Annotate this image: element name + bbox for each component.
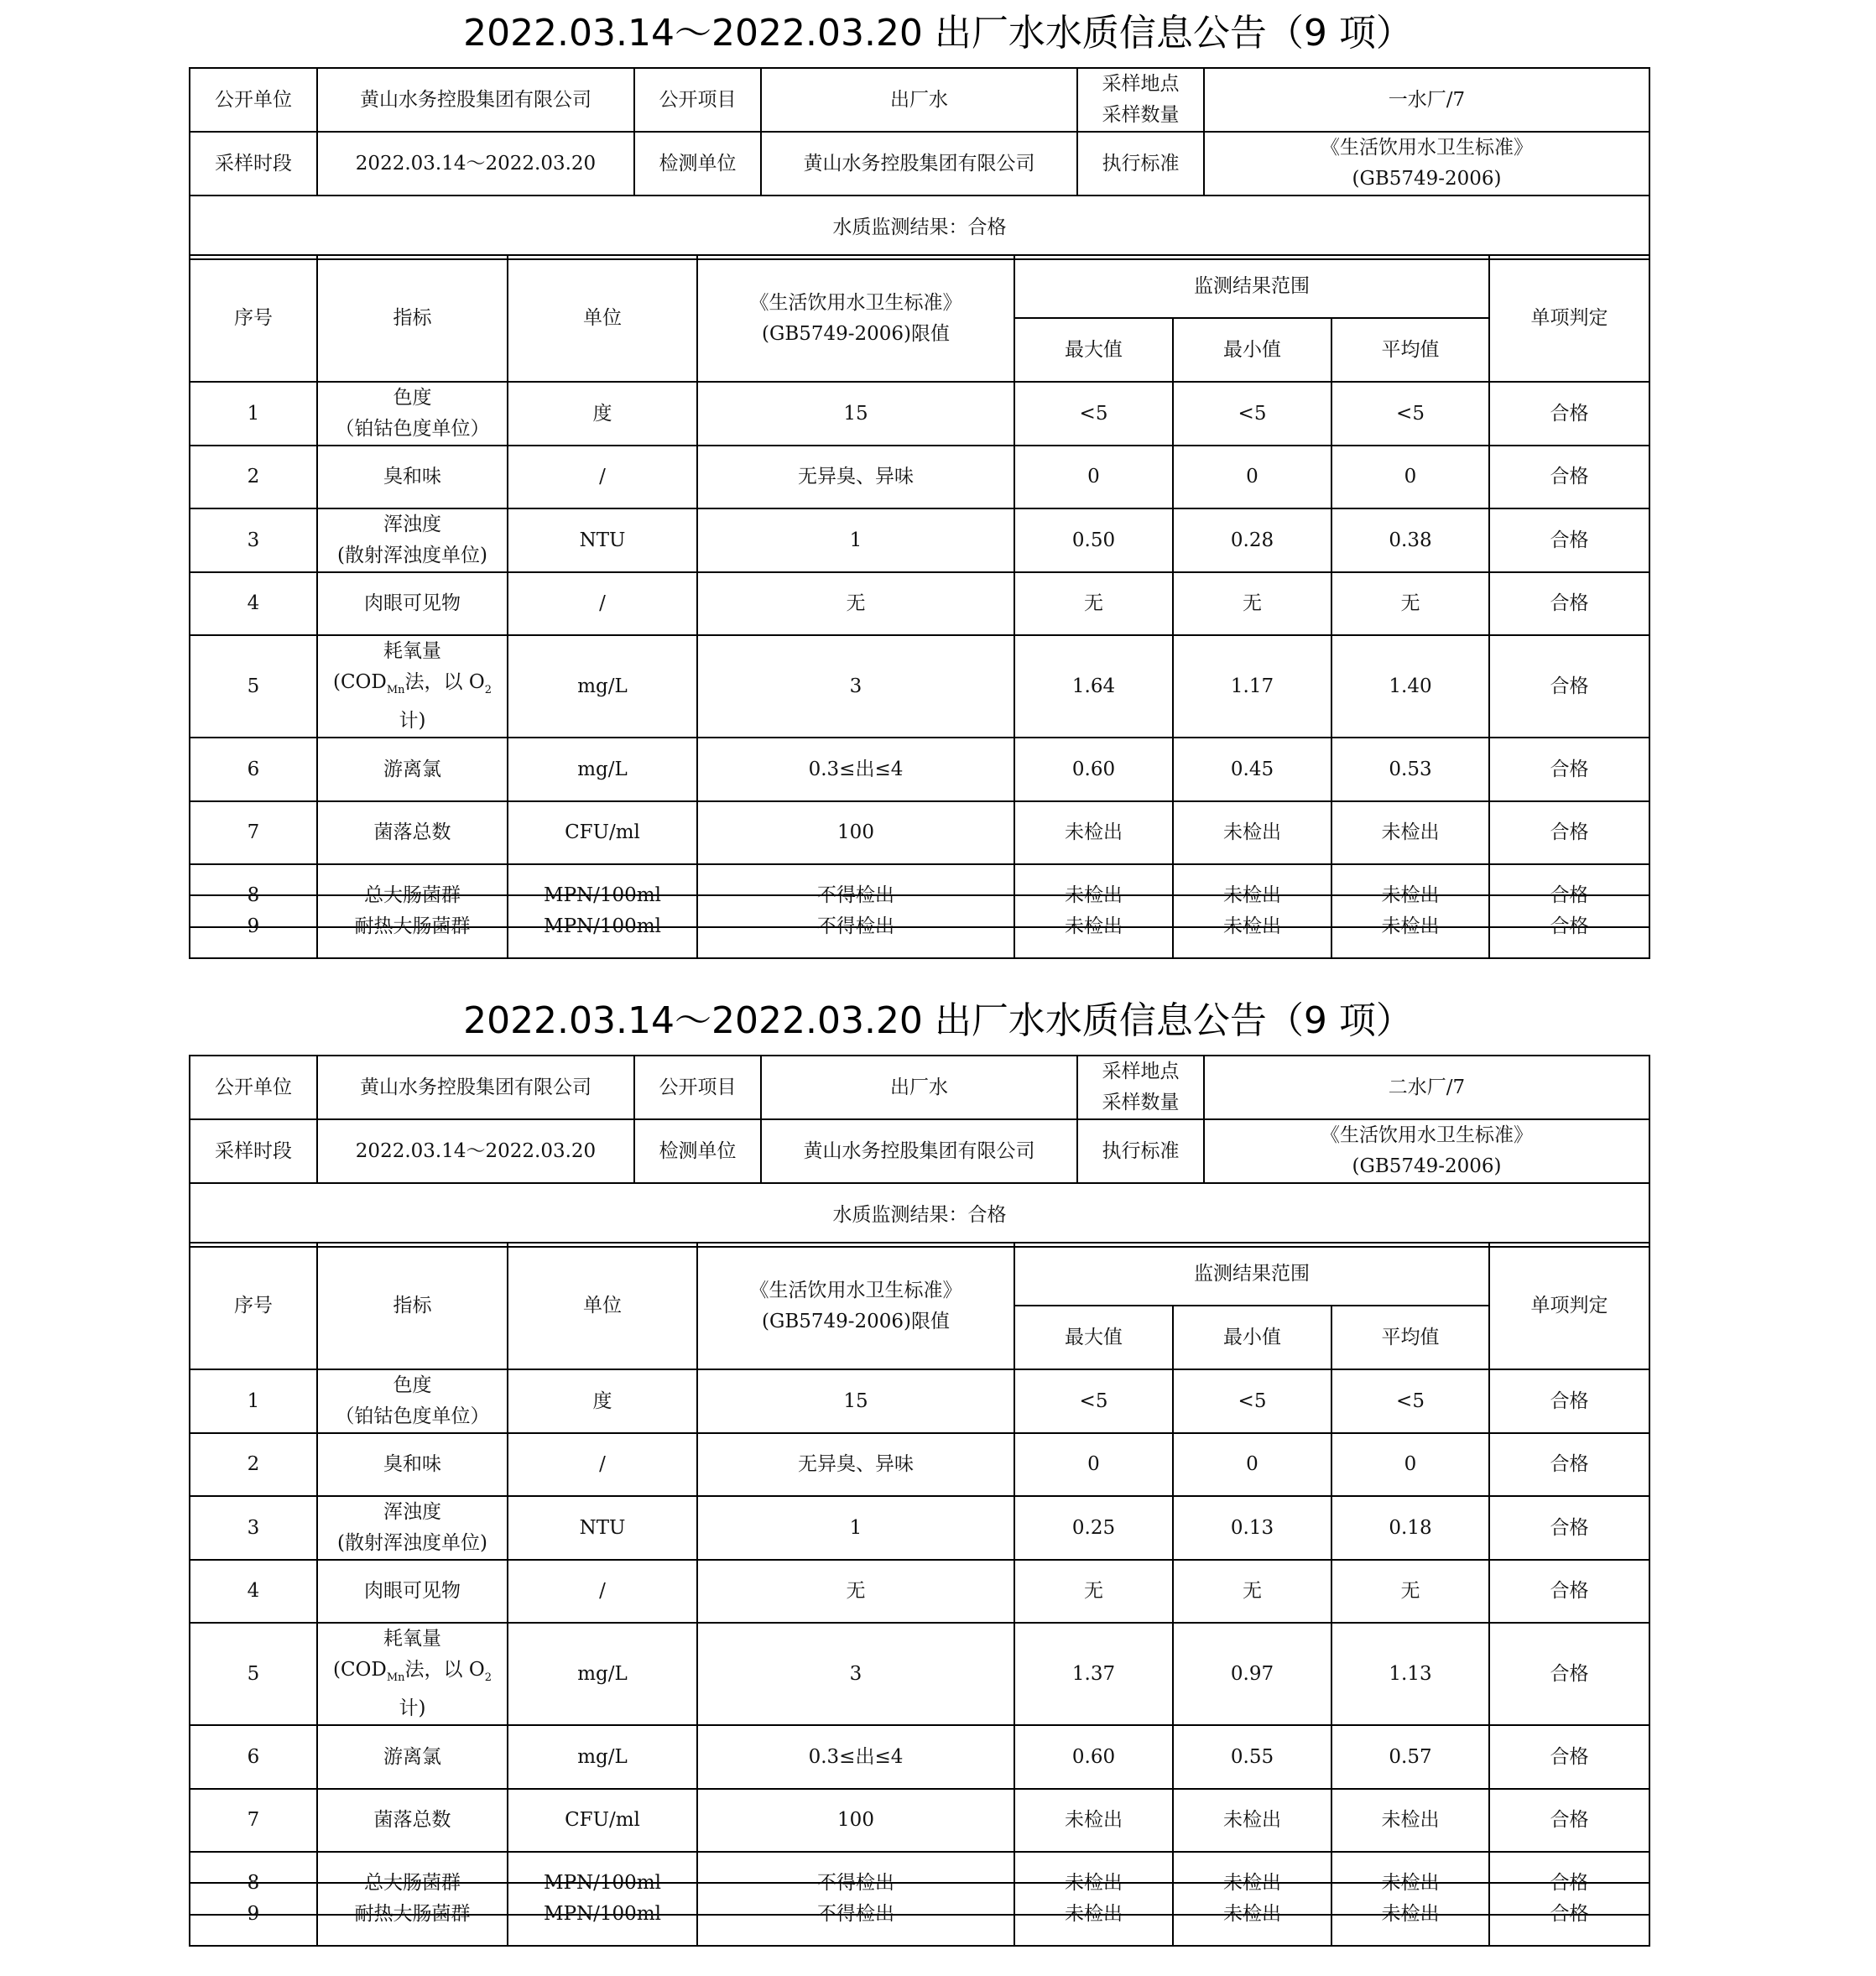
verdict-cell: 合格 — [1489, 738, 1649, 801]
site-label-2: 采样数量 — [1102, 104, 1180, 126]
index-cell: 9 — [190, 1883, 317, 1946]
verdict-cell: 合格 — [1489, 1852, 1649, 1915]
indicator-cell — [317, 1725, 508, 1789]
note-subscript: Mn — [386, 684, 405, 696]
limit-cell: 3 — [697, 1623, 1014, 1725]
index-cell: 3 — [190, 508, 317, 572]
item-value: 出厂水 — [761, 68, 1077, 132]
limit-cell: 无异臭、异味 — [697, 1433, 1014, 1496]
table-row — [190, 1433, 1649, 1496]
indicator-cell — [317, 382, 508, 446]
header-limit-line2: (GB5749-2006)限值 — [761, 322, 951, 345]
min-cell: <5 — [1173, 1369, 1331, 1433]
verdict-cell: 合格 — [1489, 1496, 1649, 1560]
verdict-cell: 合格 — [1489, 508, 1649, 572]
results-table-last-row — [189, 894, 1650, 959]
limit-cell: 0.3≤出≤4 — [697, 1725, 1014, 1789]
index-cell: 1 — [190, 382, 317, 446]
verdict-cell: 合格 — [1489, 446, 1649, 508]
unit-cell: 度 — [508, 1369, 697, 1433]
indicator-name: 臭和味 — [383, 466, 441, 487]
avg-cell: 未检出 — [1331, 801, 1489, 864]
min-cell: 未检出 — [1173, 895, 1331, 958]
limit-cell: 0.3≤出≤4 — [697, 738, 1014, 801]
verdict-cell: 合格 — [1489, 1623, 1649, 1725]
header-avg: 平均值 — [1331, 318, 1489, 382]
standard-label: 执行标准 — [1077, 132, 1204, 196]
max-cell: 无 — [1014, 1560, 1173, 1623]
max-cell: 1.37 — [1014, 1623, 1173, 1725]
site-label — [1077, 1056, 1204, 1119]
indicator-note: （铂钴色度单位） — [335, 1405, 490, 1427]
index-cell: 6 — [190, 1725, 317, 1789]
indicator-note: （铂钴色度单位） — [335, 418, 490, 440]
results-table — [189, 254, 1650, 928]
note-subscript: 2 — [484, 1671, 492, 1684]
min-cell: 0.28 — [1173, 508, 1331, 572]
limit-cell: 1 — [697, 1496, 1014, 1560]
min-cell: 未检出 — [1173, 801, 1331, 864]
max-cell: 无 — [1014, 572, 1173, 635]
index-cell: 7 — [190, 1789, 317, 1852]
indicator-cell — [317, 1496, 508, 1560]
results-table-last-row — [189, 1882, 1650, 1947]
publisher-value: 黄山水务控股集团有限公司 — [317, 68, 634, 132]
max-cell: 未检出 — [1014, 1852, 1173, 1915]
unit-cell: MPN/100ml — [508, 1852, 697, 1915]
indicator-note — [318, 1655, 507, 1724]
standard-value — [1204, 1119, 1649, 1183]
indicator-name: 浑浊度 — [383, 1501, 441, 1523]
limit-cell: 不得检出 — [697, 1852, 1014, 1915]
indicator-name: 耐热大肠菌群 — [354, 915, 471, 937]
item-label: 公开项目 — [634, 68, 761, 132]
item-label: 公开项目 — [634, 1056, 761, 1119]
note-subscript: 2 — [484, 684, 492, 696]
indicator-name: 总大肠菌群 — [364, 1872, 461, 1894]
unit-cell: mg/L — [508, 738, 697, 801]
table-row — [190, 1725, 1649, 1789]
result-summary: 水质监测结果：合格 — [190, 1183, 1649, 1247]
table-row — [190, 446, 1649, 508]
indicator-name: 耐热大肠菌群 — [354, 1903, 471, 1925]
site-value: 二水厂/7 — [1204, 1056, 1649, 1119]
avg-cell: 1.40 — [1331, 635, 1489, 738]
indicator-name: 菌落总数 — [373, 821, 451, 843]
indicator-cell — [317, 1433, 508, 1496]
verdict-cell: 合格 — [1489, 864, 1649, 927]
unit-cell: CFU/ml — [508, 1789, 697, 1852]
max-cell: 未检出 — [1014, 1883, 1173, 1946]
header-range: 监测结果范围 — [1014, 1243, 1489, 1306]
verdict-cell: 合格 — [1489, 1433, 1649, 1496]
header-limit-line2: (GB5749-2006)限值 — [761, 1310, 951, 1332]
max-cell: 未检出 — [1014, 801, 1173, 864]
avg-cell: 未检出 — [1331, 895, 1489, 958]
note-part: 法，以 O — [404, 671, 485, 693]
max-cell: <5 — [1014, 1369, 1173, 1433]
indicator-name: 菌落总数 — [373, 1809, 451, 1831]
header-max: 最大值 — [1014, 1306, 1173, 1369]
verdict-cell: 合格 — [1489, 1560, 1649, 1623]
max-cell: 未检出 — [1014, 864, 1173, 927]
note-part: (COD — [332, 671, 387, 693]
index-cell: 5 — [190, 635, 317, 738]
indicator-cell — [317, 572, 508, 635]
table-row — [190, 1623, 1649, 1725]
period-value: 2022.03.14～2022.03.20 — [317, 132, 634, 196]
avg-cell: 无 — [1331, 572, 1489, 635]
avg-cell: 未检出 — [1331, 1883, 1489, 1946]
verdict-cell: 合格 — [1489, 572, 1649, 635]
max-cell: <5 — [1014, 382, 1173, 446]
avg-cell: 未检出 — [1331, 1852, 1489, 1915]
standard-name: 《生活饮用水卫生标准》 — [1321, 1124, 1533, 1146]
avg-cell: 无 — [1331, 1560, 1489, 1623]
limit-cell: 15 — [697, 1369, 1014, 1433]
limit-cell: 1 — [697, 508, 1014, 572]
avg-cell: 0.53 — [1331, 738, 1489, 801]
indicator-note: (散射浑浊度单位) — [337, 545, 487, 566]
header-range: 监测结果范围 — [1014, 255, 1489, 318]
max-cell: 0.25 — [1014, 1496, 1173, 1560]
min-cell: 未检出 — [1173, 1852, 1331, 1915]
verdict-cell: 合格 — [1489, 1369, 1649, 1433]
indicator-name: 浑浊度 — [383, 514, 441, 535]
limit-cell: 100 — [697, 801, 1014, 864]
verdict-cell: 合格 — [1489, 1725, 1649, 1789]
indicator-name: 耗氧量 — [383, 640, 441, 662]
table-row — [190, 1369, 1649, 1433]
header-indicator: 指标 — [317, 1243, 508, 1369]
avg-cell: 0 — [1331, 446, 1489, 508]
index-cell: 1 — [190, 1369, 317, 1433]
header-avg: 平均值 — [1331, 1306, 1489, 1369]
unit-cell: 度 — [508, 382, 697, 446]
min-cell: 未检出 — [1173, 1883, 1331, 1946]
min-cell: 未检出 — [1173, 864, 1331, 927]
indicator-cell — [317, 446, 508, 508]
avg-cell: 0.18 — [1331, 1496, 1489, 1560]
header-min: 最小值 — [1173, 318, 1331, 382]
header-min: 最小值 — [1173, 1306, 1331, 1369]
indicator-name: 总大肠菌群 — [364, 884, 461, 906]
avg-cell: 1.13 — [1331, 1623, 1489, 1725]
table-row — [190, 572, 1649, 635]
table-row — [190, 508, 1649, 572]
verdict-cell: 合格 — [1489, 895, 1649, 958]
min-cell: 无 — [1173, 572, 1331, 635]
index-cell: 2 — [190, 446, 317, 508]
header-index: 序号 — [190, 255, 317, 382]
indicator-name: 臭和味 — [383, 1453, 441, 1475]
unit-cell: / — [508, 572, 697, 635]
header-verdict: 单项判定 — [1489, 1243, 1649, 1369]
site-value: 一水厂/7 — [1204, 68, 1649, 132]
indicator-name: 肉眼可见物 — [364, 592, 461, 614]
note-part: 法，以 O — [404, 1659, 485, 1681]
limit-cell: 3 — [697, 635, 1014, 738]
verdict-cell: 合格 — [1489, 635, 1649, 738]
standard-label: 执行标准 — [1077, 1119, 1204, 1183]
min-cell: 0.13 — [1173, 1496, 1331, 1560]
limit-cell: 不得检出 — [697, 1883, 1014, 1946]
indicator-name: 色度 — [393, 387, 432, 409]
index-cell: 7 — [190, 801, 317, 864]
verdict-cell: 合格 — [1489, 801, 1649, 864]
table-row — [190, 738, 1649, 801]
period-label: 采样时段 — [190, 1119, 317, 1183]
indicator-cell — [317, 1369, 508, 1433]
table-row — [190, 1789, 1649, 1852]
max-cell: 0 — [1014, 1433, 1173, 1496]
indicator-cell — [317, 1560, 508, 1623]
verdict-cell: 合格 — [1489, 382, 1649, 446]
limit-cell: 无 — [697, 1560, 1014, 1623]
indicator-note — [318, 667, 507, 737]
min-cell: 0.45 — [1173, 738, 1331, 801]
max-cell: 0.60 — [1014, 1725, 1173, 1789]
index-cell: 2 — [190, 1433, 317, 1496]
min-cell: <5 — [1173, 382, 1331, 446]
header-limit — [697, 1243, 1014, 1369]
table-row — [190, 1883, 1649, 1946]
unit-cell: MPN/100ml — [508, 864, 697, 927]
index-cell: 5 — [190, 1623, 317, 1725]
min-cell: 无 — [1173, 1560, 1331, 1623]
avg-cell: 0 — [1331, 1433, 1489, 1496]
indicator-name: 色度 — [393, 1374, 432, 1396]
max-cell: 0.50 — [1014, 508, 1173, 572]
unit-cell: MPN/100ml — [508, 1883, 697, 1946]
min-cell: 1.17 — [1173, 635, 1331, 738]
index-cell: 3 — [190, 1496, 317, 1560]
indicator-cell — [317, 1623, 508, 1725]
site-label-1: 采样地点 — [1102, 1061, 1180, 1082]
index-cell: 9 — [190, 895, 317, 958]
report-info-table — [189, 67, 1650, 260]
note-subscript: Mn — [386, 1671, 405, 1684]
unit-cell: / — [508, 1433, 697, 1496]
standard-code: (GB5749-2006) — [1352, 1155, 1502, 1177]
verdict-cell: 合格 — [1489, 1883, 1649, 1946]
min-cell: 0 — [1173, 446, 1331, 508]
period-value: 2022.03.14～2022.03.20 — [317, 1119, 634, 1183]
index-cell: 4 — [190, 1560, 317, 1623]
indicator-cell — [317, 1789, 508, 1852]
header-limit-line1: 《生活饮用水卫生标准》 — [749, 1279, 962, 1301]
unit-cell: / — [508, 1560, 697, 1623]
index-cell: 8 — [190, 1852, 317, 1915]
table-row — [190, 1496, 1649, 1560]
lab-value: 黄山水务控股集团有限公司 — [761, 132, 1077, 196]
table-row — [190, 1560, 1649, 1623]
lab-label: 检测单位 — [634, 1119, 761, 1183]
publisher-label: 公开单位 — [190, 1056, 317, 1119]
indicator-cell — [317, 895, 508, 958]
verdict-cell: 合格 — [1489, 1789, 1649, 1852]
limit-cell: 15 — [697, 382, 1014, 446]
indicator-name: 游离氯 — [383, 1745, 441, 1768]
unit-cell: MPN/100ml — [508, 895, 697, 958]
standard-value — [1204, 132, 1649, 196]
standard-code: (GB5749-2006) — [1352, 168, 1502, 190]
header-limit — [697, 255, 1014, 382]
limit-cell: 无 — [697, 572, 1014, 635]
report-title: 2022.03.14～2022.03.20 出厂水水质信息公告（9 项） — [463, 12, 1413, 55]
max-cell: 1.64 — [1014, 635, 1173, 738]
header-index: 序号 — [190, 1243, 317, 1369]
indicator-name: 游离氯 — [383, 758, 441, 780]
table-row — [190, 895, 1649, 958]
item-value: 出厂水 — [761, 1056, 1077, 1119]
unit-cell: mg/L — [508, 635, 697, 738]
avg-cell: 未检出 — [1331, 864, 1489, 927]
index-cell: 6 — [190, 738, 317, 801]
index-cell: 4 — [190, 572, 317, 635]
header-indicator: 指标 — [317, 255, 508, 382]
avg-cell: <5 — [1331, 1369, 1489, 1433]
min-cell: 未检出 — [1173, 1789, 1331, 1852]
lab-value: 黄山水务控股集团有限公司 — [761, 1119, 1077, 1183]
lab-label: 检测单位 — [634, 132, 761, 196]
standard-name: 《生活饮用水卫生标准》 — [1321, 137, 1533, 159]
indicator-cell — [317, 738, 508, 801]
note-part: (COD — [332, 1659, 387, 1681]
min-cell: 0 — [1173, 1433, 1331, 1496]
min-cell: 0.55 — [1173, 1725, 1331, 1789]
unit-cell: NTU — [508, 508, 697, 572]
header-max: 最大值 — [1014, 318, 1173, 382]
note-part: 计) — [399, 1697, 426, 1719]
max-cell: 0 — [1014, 446, 1173, 508]
avg-cell: 未检出 — [1331, 1789, 1489, 1852]
limit-cell: 100 — [697, 1789, 1014, 1852]
report-title: 2022.03.14～2022.03.20 出厂水水质信息公告（9 项） — [463, 999, 1413, 1042]
note-part: 计) — [399, 710, 426, 732]
site-label — [1077, 68, 1204, 132]
avg-cell: 0.57 — [1331, 1725, 1489, 1789]
unit-cell: / — [508, 446, 697, 508]
indicator-cell — [317, 635, 508, 738]
header-verdict: 单项判定 — [1489, 255, 1649, 382]
indicator-name: 耗氧量 — [383, 1628, 441, 1650]
table-row — [190, 382, 1649, 446]
limit-cell: 无异臭、异味 — [697, 446, 1014, 508]
table-row — [190, 801, 1649, 864]
site-label-1: 采样地点 — [1102, 73, 1180, 95]
indicator-cell — [317, 801, 508, 864]
max-cell: 未检出 — [1014, 1789, 1173, 1852]
unit-cell: NTU — [508, 1496, 697, 1560]
indicator-cell — [317, 1883, 508, 1946]
unit-cell: mg/L — [508, 1725, 697, 1789]
result-summary: 水质监测结果：合格 — [190, 196, 1649, 259]
avg-cell: 0.38 — [1331, 508, 1489, 572]
publisher-value: 黄山水务控股集团有限公司 — [317, 1056, 634, 1119]
unit-cell: CFU/ml — [508, 801, 697, 864]
header-limit-line1: 《生活饮用水卫生标准》 — [749, 291, 962, 314]
avg-cell: <5 — [1331, 382, 1489, 446]
results-table — [189, 1242, 1650, 1916]
period-label: 采样时段 — [190, 132, 317, 196]
site-label-2: 采样数量 — [1102, 1092, 1180, 1113]
limit-cell: 不得检出 — [697, 864, 1014, 927]
indicator-name: 肉眼可见物 — [364, 1580, 461, 1602]
max-cell: 未检出 — [1014, 895, 1173, 958]
index-cell: 8 — [190, 864, 317, 927]
indicator-note: (散射浑浊度单位) — [337, 1532, 487, 1554]
header-unit: 单位 — [508, 255, 697, 382]
header-unit: 单位 — [508, 1243, 697, 1369]
indicator-cell — [317, 508, 508, 572]
report-info-table — [189, 1055, 1650, 1248]
publisher-label: 公开单位 — [190, 68, 317, 132]
max-cell: 0.60 — [1014, 738, 1173, 801]
unit-cell: mg/L — [508, 1623, 697, 1725]
min-cell: 0.97 — [1173, 1623, 1331, 1725]
limit-cell: 不得检出 — [697, 895, 1014, 958]
table-row — [190, 635, 1649, 738]
